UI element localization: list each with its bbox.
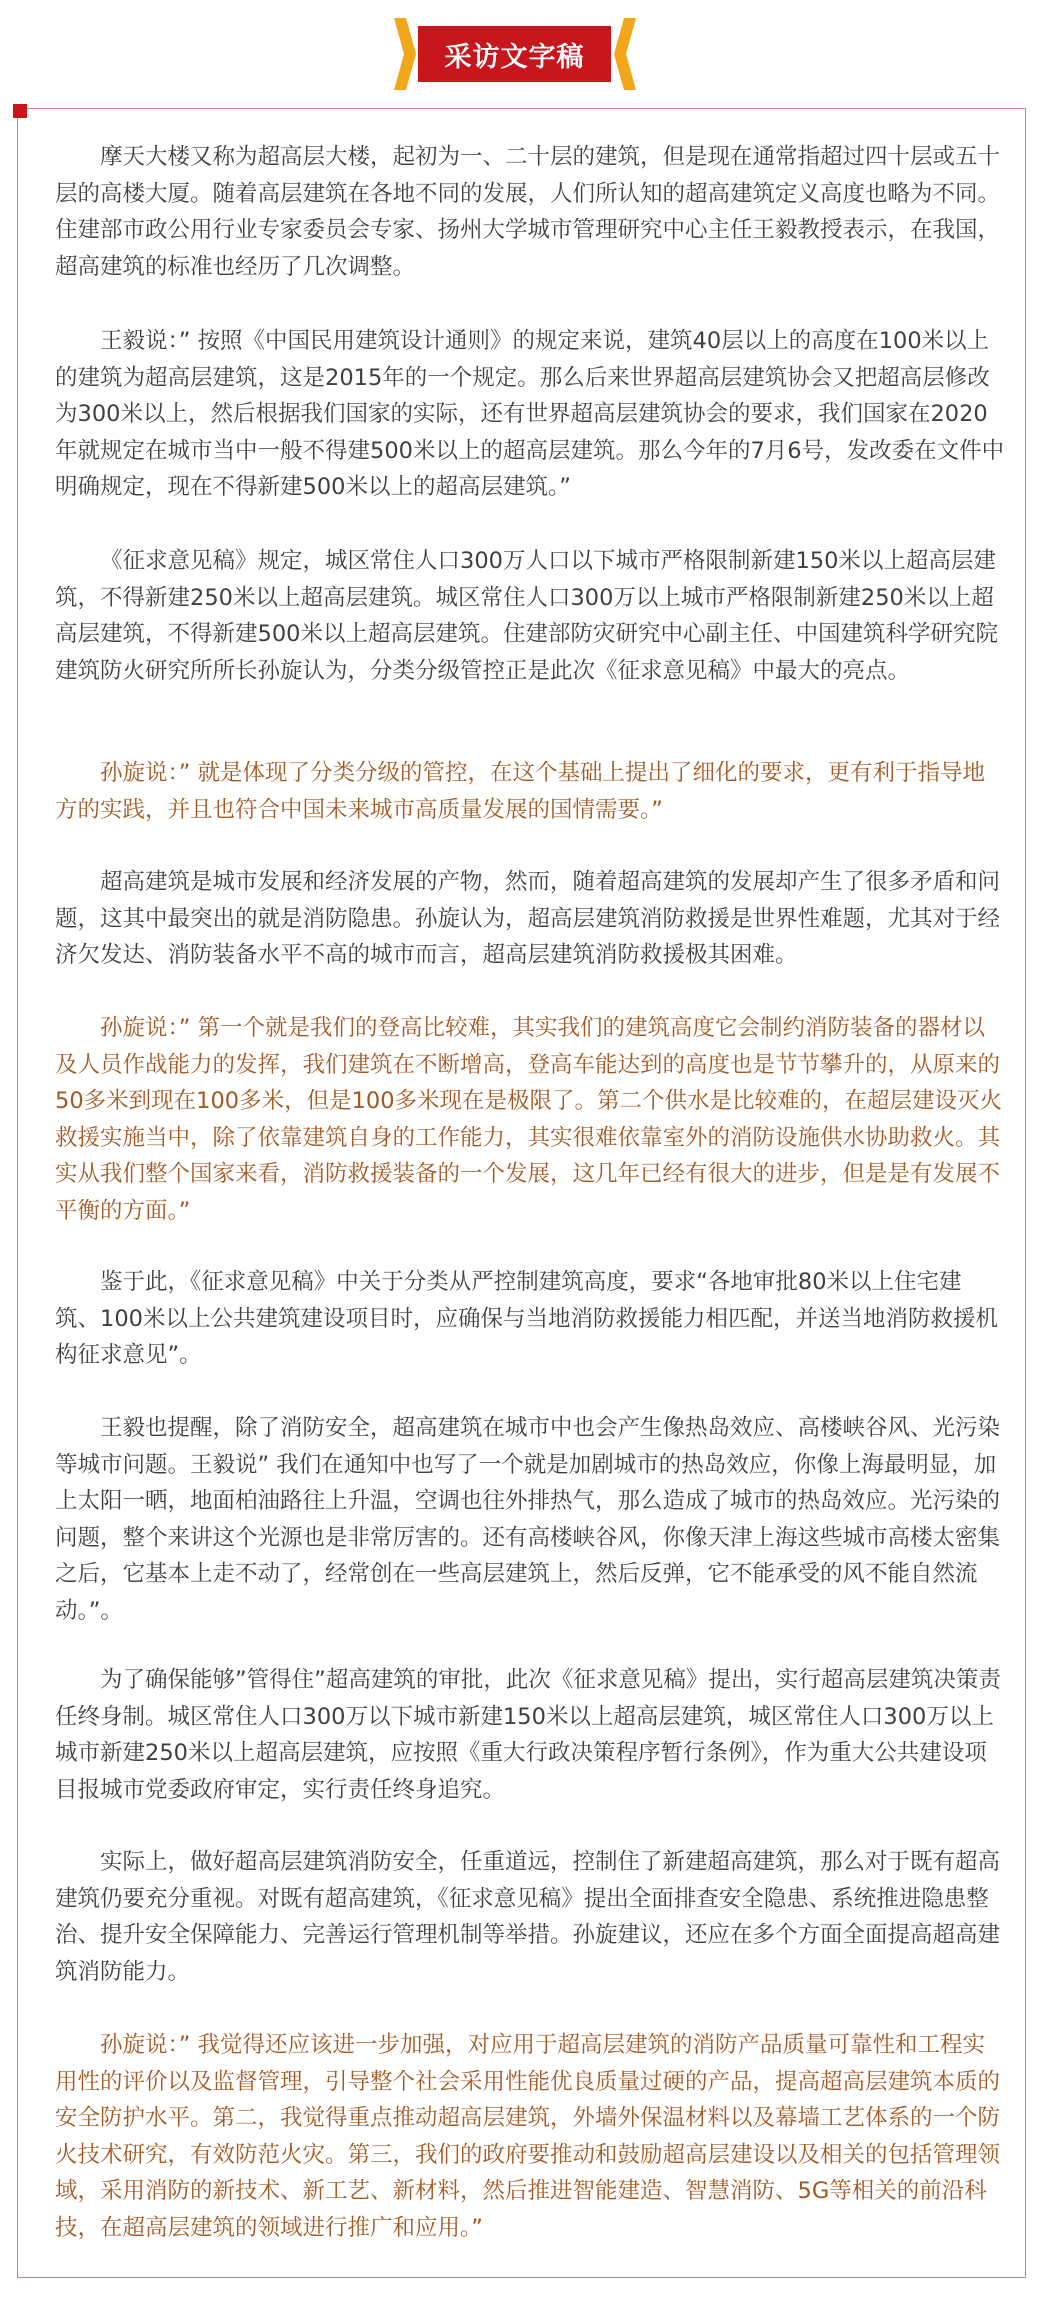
paragraph-6: 王毅也提醒，除了消防安全，超高建筑在城市中也会产生像热岛效应、高楼峡谷风、光污染等城市问题。王毅说” 我们在通知中也写了一个就是加剧城市的热岛效应，你像上海最明显，加上太阳一晒，地面柏油路往上升温，空调也往外排热气，那么造成了城市的热岛效应。光污染的问题，整个来讲这个光源也是非常厉害的。还有高楼峡谷风，你像天津上海这些城市高楼太密集之后，它基本上走不动了，经常创在一些高层建筑上，然后反弹，它不能承受的风不能自然流动。”。 <box>55 1415 1001 1624</box>
paragraph-4: 超高建筑是城市发展和经济发展的产物，然而，随着超高建筑的发展却产生了很多矛盾和问题，这其中最突出的就是消防隐患。孙旋认为，超高层建筑消防救援是世界性难题，尤其对于经济欠发达、消防装备水平不高的城市而言，超高层建筑消防救援极其困难。 <box>55 869 1001 968</box>
paragraph-1: 摩天大楼又称为超高层大楼，起初为一、二十层的建筑，但是现在通常指超过四十层或五十层的高楼大厦。随着高层建筑在各地不同的发展，人们所认知的超高建筑定义高度也略为不同。住建部市政公用行业专家委员会专家、扬州大学城市管理研究中心主任王毅教授表示，在我国，超高建筑的标准也经历了几次调整。 <box>55 144 1001 280</box>
paragraph-8: 实际上，做好超高层建筑消防安全，任重道远，控制住了新建超高建筑，那么对于既有超高建筑仍要充分重视。对既有超高建筑，《征求意见稿》提出全面排查安全隐患、系统推进隐患整治、提升安全保障能力、完善运行管理机制等举措。孙旋建议，还应在多个方面全面提高超高建筑消防能力。 <box>55 1849 1001 1985</box>
paragraph-7: 为了确保能够”管得住”超高建筑的审批，此次《征求意见稿》提出，实行超高层建筑决策责任终身制。城区常住人口300万以下城市新建150米以上超高层建筑，城区常住人口300万以上城市新建250米以上超高层建筑，应按照《重大行政决策程序暂行条例》，作为重大公共建设项目报城市党委政府审定，实行责任终身追究。 <box>55 1667 1001 1803</box>
title-badge <box>418 26 611 82</box>
paragraph-3: 《征求意见稿》规定，城区常住人口300万人口以下城市严格限制新建150米以上超高层建筑，不得新建250米以上超高层建筑。城区常住人口300万以上城市严格限制新建250米以上超高层建筑，不得新建500米以上超高层建筑。住建部防灾研究中心副主任、中国建筑科学研究院建筑防火研究所所长孙旋认为，分类分级管控正是此次《征求意见稿》中最大的亮点。 <box>55 548 998 684</box>
quote-paragraph-1: 孙旋说：” 就是体现了分类分级的管控，在这个基础上提出了细化的要求，更有利于指导地方的实践，并且也符合中国未来城市高质量发展的国情需要。” <box>55 760 986 823</box>
paragraph-5: 鉴于此，《征求意见稿》中关于分类从严控制建筑高度，要求“各地审批80米以上住宅建筑、100米以上公共建筑建设项目时，应确保与当地消防救援能力相匹配，并送当地消防救援机构征求意见”。 <box>55 1269 998 1368</box>
paragraph-2: 王毅说：” 按照《中国民用建筑设计通则》的规定来说，建筑40层以上的高度在100米以上的建筑为超高层建筑，这是2015年的一个规定。那么后来世界超高层建筑协会又把超高层修改为300米以上，然后根据我们国家的实际，还有世界超高层建筑协会的要求，我们国家在2020年就规定在城市当中一般不得建500米以上的超高层建筑。那么今年的7月6号，发改委在文件中明确规定，现在不得新建500米以上的超高层建筑。” <box>55 328 1005 500</box>
corner-marker <box>13 104 27 118</box>
chevron-left-icon <box>612 18 638 90</box>
quote-paragraph-2: 孙旋说：” 第一个就是我们的登高比较难，其实我们的建筑高度它会制约消防装备的器材以及人员作战能力的发挥，我们建筑在不断增高，登高车能达到的高度也是节节攀升的，从原来的50多米到现在100多米，但是100多米现在是极限了。第二个供水是比较难的，在超层建设灭火救援实施当中，除了依靠建筑自身的工作能力，其实很难依靠室外的消防设施供水协助救火。其实从我们整个国家来看，消防救援装备的一个发展，这几年已经有很大的进步，但是是有发展不平衡的方面。” <box>55 1015 1003 1224</box>
page-title: 采访文字稿 <box>444 41 585 73</box>
header-banner <box>0 18 1049 88</box>
quote-paragraph-3: 孙旋说：” 我觉得还应该进一步加强，对应用于超高层建筑的消防产品质量可靠性和工程实用性的评价以及监督管理，引导整个社会采用性能优良质量过硬的产品，提高超高层建筑本质的安全防护水平。第二，我觉得重点推动超高层建筑，外墙外保温材料以及幕墙工艺体系的一个防火技术研究，有效防范火灾。第三，我们的政府要推动和鼓励超高层建设以及相关的包括管理领域，采用消防的新技术、新工艺、新材料，然后推进智能建造、智慧消防、5G等相关的前沿科技，在超高层建筑的领域进行推广和应用。” <box>55 2032 1001 2241</box>
chevron-right-icon <box>392 18 418 90</box>
